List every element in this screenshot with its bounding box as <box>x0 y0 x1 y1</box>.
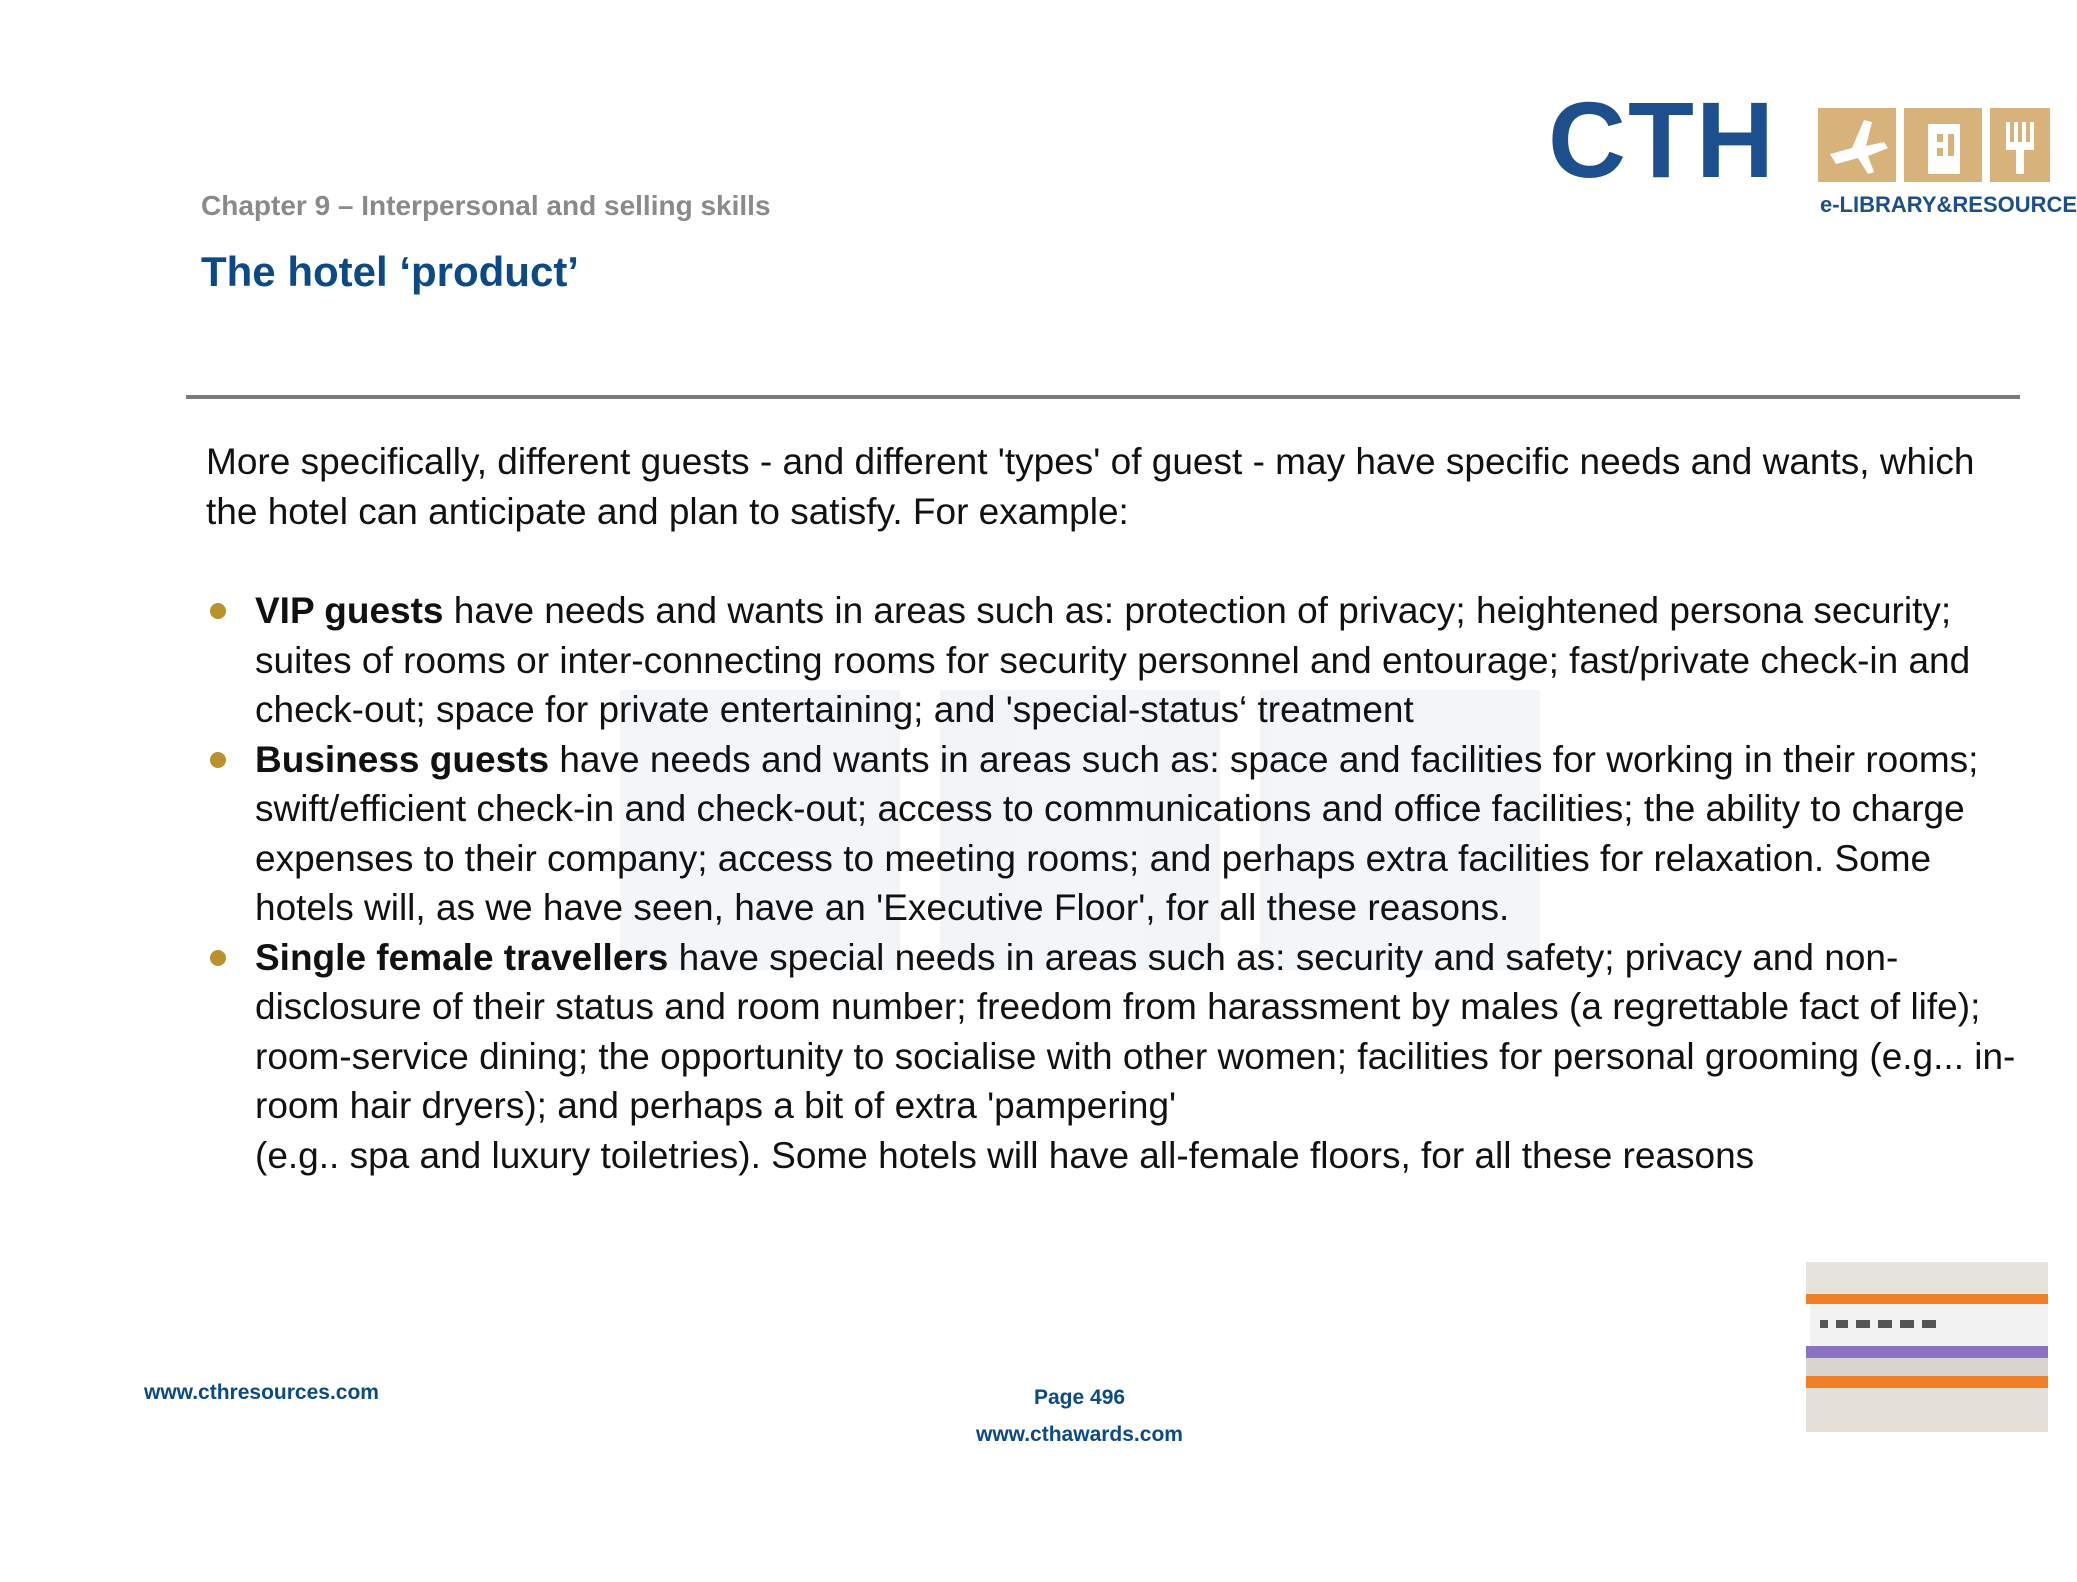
bullet-term: VIP guests <box>255 590 444 631</box>
logo-tagline: e-LIBRARY&RESOURCE <box>1820 192 2077 217</box>
guest-needs-list <box>206 586 2016 1180</box>
bullet-text-continued: (e.g.. spa and luxury toiletries). Some hotels will have all-female floors, for all these reasons <box>255 1134 1755 1176</box>
logo-wordmark: CTH <box>1548 79 1776 200</box>
chapter-heading: Chapter 9 – Interpersonal and selling skills <box>201 190 771 221</box>
bullet-text: have special needs in areas such as: security and safety; privacy and non-disclosure of their status and room number; freedom from harassment by males (a regrettable fact of life); room-service dining; the opportunity to socialise with other women; facilities for personal grooming (e.g... in-room hair dryers); and perhaps a bit of extra 'pampering' <box>255 936 2016 1126</box>
bullet-term: Single female travellers <box>255 936 669 978</box>
cth-logo <box>1548 79 2077 220</box>
bullet-icon <box>210 752 226 768</box>
airplane-icon <box>1818 108 1896 182</box>
bullet-text: have needs and wants in areas such as: protection of privacy; heightened persona security; suites of rooms or inter-connecting rooms for security personnel and entourage; fast/private check-in and check-out; space for private entertaining; and 'special-status‘ treatment <box>255 590 1971 730</box>
header-divider <box>186 395 2020 399</box>
bullet-text: have needs and wants in areas such as: space and facilities for working in their rooms; swift/efficient check-in and check-out; access to communications and office facilities; the ability to charge expenses to their company; access to meeting rooms; and perhaps extra facilities for relaxation. Some hotels will, as we have seen, have an 'Executive Floor', for all these reasons. <box>255 738 1979 928</box>
list-item <box>206 586 2016 735</box>
bullet-icon <box>210 603 226 619</box>
books-stack-image <box>1806 1262 2048 1432</box>
bullet-icon <box>210 950 226 966</box>
page-title: The hotel ‘product’ <box>201 248 579 295</box>
bullet-term: Business guests <box>255 738 550 780</box>
page-number: Page 496 <box>1034 1386 1126 1409</box>
intro-paragraph: More specifically, different guests - and different 'types' of guest - may have specific needs and wants, which the hotel can anticipate and plan to satisfy. For example: <box>206 441 1975 532</box>
building-icon <box>1904 108 1982 182</box>
list-item <box>206 735 2016 933</box>
list-item <box>206 933 2016 1181</box>
cutlery-icon <box>1990 108 2050 182</box>
footer-awards-link[interactable]: www.cthawards.com <box>976 1423 1183 1446</box>
footer-website-link[interactable]: www.cthresources.com <box>144 1381 379 1404</box>
